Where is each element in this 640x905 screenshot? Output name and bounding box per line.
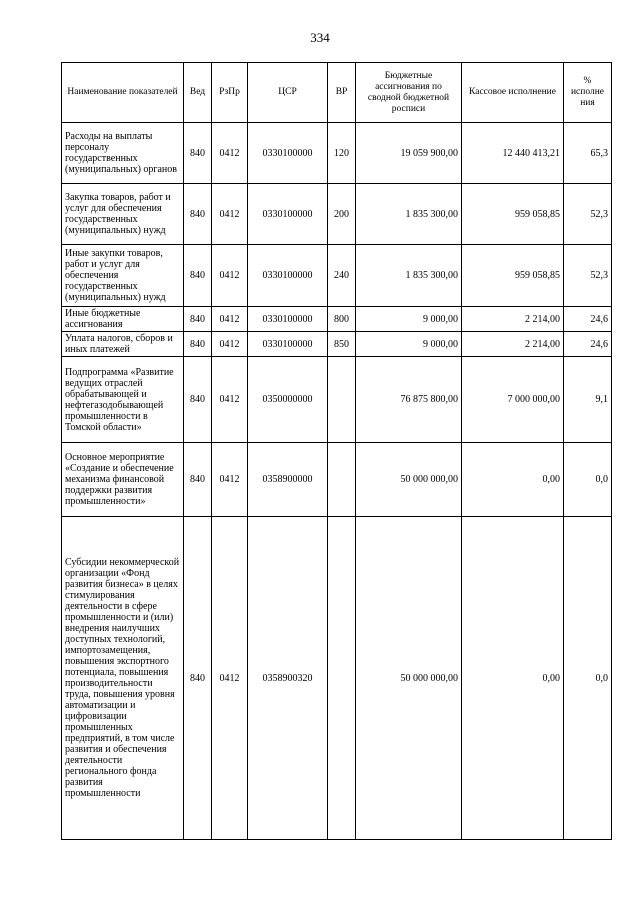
header-budget: Бюджетные ассигнования по сводной бюджетной росписи <box>356 63 462 123</box>
row-vr: 120 <box>328 123 356 184</box>
row-budget: 50 000 000,00 <box>356 517 462 840</box>
row-rzpr: 0412 <box>212 443 248 517</box>
row-ved: 840 <box>184 307 212 332</box>
header-vr: ВР <box>328 63 356 123</box>
row-budget: 9 000,00 <box>356 307 462 332</box>
table-row <box>62 184 612 245</box>
row-vr: 800 <box>328 307 356 332</box>
row-csr: 0358900320 <box>248 517 328 840</box>
row-rzpr: 0412 <box>212 332 248 357</box>
page-number: 334 <box>310 30 330 45</box>
row-rzpr: 0412 <box>212 184 248 245</box>
row-budget: 1 835 300,00 <box>356 184 462 245</box>
row-ved: 840 <box>184 443 212 517</box>
row-cash: 959 058,85 <box>462 245 564 307</box>
table-row <box>62 517 612 840</box>
row-percent: 24,6 <box>564 332 612 357</box>
table-row <box>62 245 612 307</box>
table-header-row <box>62 63 612 123</box>
row-csr: 0350000000 <box>248 357 328 443</box>
row-cash: 7 000 000,00 <box>462 357 564 443</box>
row-budget: 9 000,00 <box>356 332 462 357</box>
row-cash: 2 214,00 <box>462 332 564 357</box>
row-ved: 840 <box>184 357 212 443</box>
row-name: Закупка товаров, работ и услуг для обеспечения государственных (муниципальных) нужд <box>62 184 184 245</box>
header-name: Наименование показателей <box>62 63 184 123</box>
row-percent: 24,6 <box>564 307 612 332</box>
table-row <box>62 332 612 357</box>
row-budget: 1 835 300,00 <box>356 245 462 307</box>
row-name: Подпрограмма «Развитие ведущих отраслей обрабатывающей и нефтегазодобывающей промышленности в Томской области» <box>62 357 184 443</box>
row-ved: 840 <box>184 517 212 840</box>
header-percent: % исполне ния <box>564 63 612 123</box>
row-name: Субсидии некоммерческой организации «Фонд развития бизнеса» в целях стимулирования деятельности в сфере промышленности и (или) внедрения наилучших доступных технологий, импортозамещения, повышения экспортного потенциала, повышения производительности труда, повышения уровня автоматизации и цифровизации промышленных предприятий, в том числе развития и обеспечения деятельности регионального фонда развития промышленности <box>62 517 184 840</box>
row-csr: 0330100000 <box>248 245 328 307</box>
row-cash: 2 214,00 <box>462 307 564 332</box>
row-vr: 240 <box>328 245 356 307</box>
row-cash: 12 440 413,21 <box>462 123 564 184</box>
row-rzpr: 0412 <box>212 357 248 443</box>
header-rzpr: РзПр <box>212 63 248 123</box>
row-rzpr: 0412 <box>212 307 248 332</box>
row-percent: 52,3 <box>564 245 612 307</box>
row-name: Расходы на выплаты персоналу государственных (муниципальных) органов <box>62 123 184 184</box>
header-ved: Вед <box>184 63 212 123</box>
row-vr <box>328 357 356 443</box>
row-csr: 0330100000 <box>248 184 328 245</box>
row-csr: 0330100000 <box>248 307 328 332</box>
row-percent: 52,3 <box>564 184 612 245</box>
row-budget: 19 059 900,00 <box>356 123 462 184</box>
header-cash: Кассовое исполнение <box>462 63 564 123</box>
row-ved: 840 <box>184 184 212 245</box>
row-ved: 840 <box>184 123 212 184</box>
header-csr: ЦСР <box>248 63 328 123</box>
row-percent: 0,0 <box>564 443 612 517</box>
row-name: Уплата налогов, сборов и иных платежей <box>62 332 184 357</box>
row-percent: 65,3 <box>564 123 612 184</box>
row-csr: 0330100000 <box>248 123 328 184</box>
table-row <box>62 123 612 184</box>
row-name: Основное мероприятие «Создание и обеспечение механизма финансовой поддержки развития промышленности» <box>62 443 184 517</box>
row-percent: 0,0 <box>564 517 612 840</box>
row-budget: 76 875 800,00 <box>356 357 462 443</box>
row-budget: 50 000 000,00 <box>356 443 462 517</box>
row-cash: 959 058,85 <box>462 184 564 245</box>
row-name: Иные закупки товаров, работ и услуг для обеспечения государственных (муниципальных) нужд <box>62 245 184 307</box>
budget-execution-table <box>61 62 612 840</box>
row-csr: 0330100000 <box>248 332 328 357</box>
row-vr: 850 <box>328 332 356 357</box>
row-rzpr: 0412 <box>212 517 248 840</box>
row-cash: 0,00 <box>462 517 564 840</box>
row-ved: 840 <box>184 245 212 307</box>
row-vr <box>328 443 356 517</box>
table-row <box>62 307 612 332</box>
row-ved: 840 <box>184 332 212 357</box>
row-vr <box>328 517 356 840</box>
row-csr: 0358900000 <box>248 443 328 517</box>
row-rzpr: 0412 <box>212 123 248 184</box>
row-cash: 0,00 <box>462 443 564 517</box>
row-vr: 200 <box>328 184 356 245</box>
row-name: Иные бюджетные ассигнования <box>62 307 184 332</box>
row-rzpr: 0412 <box>212 245 248 307</box>
row-percent: 9,1 <box>564 357 612 443</box>
table-row <box>62 357 612 443</box>
table-row <box>62 443 612 517</box>
